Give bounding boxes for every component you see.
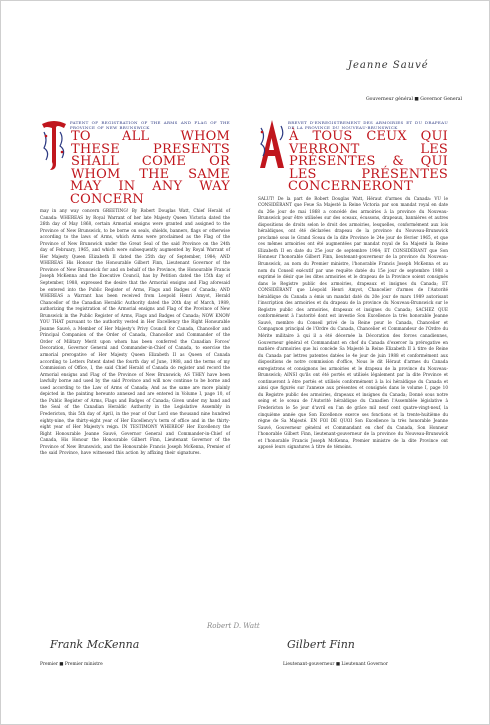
- chief-herald-signature: Robert D. Watt: [207, 622, 260, 630]
- english-dropcap-t: [40, 118, 68, 172]
- premier-title: Premier ■ Premier ministre: [40, 662, 103, 667]
- english-body: may in any way concern GREETING! By Robert Douglas Watt, Chief Herald of Canada: WHEREAS by Royal Warrant of her late Majesty Queen Victoria dated the 26th day of May 1868, certain Armorial ensigns were granted and assigned to the Province of New Brunswick, to be borne on seals, shields, banners, flags or otherwise according to the laws of Arms, which Arms were proclaimed as the Flag of the Province of New Brunswick under the Great Seal of the said Province on the 24th day of February, 1965, and which were subsequently augmented by Royal Warrant of Her Majesty Queen Elizabeth II dated the 25th day of September, 1984; AND WHEREAS His Honour the Honourable Gilbert Finn, Lieutenant Governor of the Province of New Brunswick for and on behalf of the Province, the Honourable Francis Joseph McKenna and the Executive Council, has by Petition dated the 15th day of September, 1988, expressed the desire that the Armorial ensigns and Flag aforesaid be entered into the Public Register of Arms, Flags and Badges of Canada; AND WHEREAS a Warrant has been received from Leopold Henri Amyot, Herald Chancellor of the Canadian Heraldic Authority dated the 20th day of March, 1989, authorizing the registration of the Armorial ensigns and Flag of the Province of New Brunswick in the Public Register of Arms, Flags and Badges of Canada; NOW KNOW YOU THAT pursuant to the authority vested in Her Excellency the Right Honourable Jeanne Sauvé, a Member of Her Majesty's Privy Council for Canada, Chancellor and Principal Companion of the Order of Canada, Chancellor and Commander of the Order of Military Merit upon whom has been conferred the Canadian Forces' Decoration, Governor General and Commander-in-Chief of Canada, to exercise the armorial prerogative of Her Majesty Queen Elizabeth II as Queen of Canada according to Letters Patent dated the fourth day of June, 1988, and the terms of my Commission of Office, I, the said Chief Herald of Canada do register and record the Armorial ensigns and Flag of the Province of New Brunswick; AS THEY have been lawfully borne and used by the said Province and will now continue to be borne and used according to the Law of Arms of Canada; And as the same are more plainly depicted in the painting hereunto annexed and are entered in Volume I, page 10, of the Public Register of Arms, Flags and Badges of Canada; Given under my hand and the Seal of the Canadian Heraldic Authority in the Legislative Assembly in Fredericton, this 5th day of April, in the year of Our Lord one thousand nine hundred eighty-nine, the thirty-eight year of Her Excellency's term of office and in the thirty-eight year of Her Majesty's reign. IN TESTIMONY WHEREOF Her Excellency the Right Honourable Jeanne Sauvé, Governor General and Commander-in-Chief of Canada, His Honour the Honourable Gilbert Finn, Lieutenant Governor of the Province of New Brunswick, and the Honourable Francis Joseph McKenna, Premier of the said Province, have witnessed this action by affixing their signatures.: [40, 208, 230, 456]
- french-headline: À TOUS CEUX QUI VERRONT LES PRÉSENTES & QUI LES PRÉSENTES CONCERNERONT: [288, 129, 448, 194]
- french-body: SALUT! De la part de Robert Douglas Watt, Héraut d'armes du Canada: VU le CONSIDÉRANT que Feue Sa Majesté la Reine Victoria par son mandat royal en date du 26e jour de mai 1868 a concédé des armoiries à la province du Nouveau-Brunswick pour être utilisées sur des sceaux, écussons, drapeaux, bannières et autres dispositions de droits selon le droit des armoiries, lesquelles, conformément aux lois héraldiques, ont été déclarées drapeau de la province du Nouveau-Brunswick proclamé sous le Grand Sceau de la dite Province le 24e jour de février 1965, et que ces mêmes armoiries ont été augmentées par mandat royal de Sa Majesté la Reine Elizabeth II en date du 25e jour de septembre 1984; ET CONSIDÉRANT que Son Honneur l'honorable Gilbert Finn, lieutenant-gouverneur de la province du Nouveau-Brunswick, au nom du Premier ministre, l'honorable Francis Joseph McKenna et au nom du Conseil exécutif par une requête datée du 15e jour de septembre 1988 a exprimé le désir que les dites armoiries et le drapeau de la Province soient consignés dans le Registre public des armoiries, drapeaux et insignes du Canada; ET CONSIDÉRANT que Léopold Henri Amyot, Chancelier d'armes de l'Autorité héraldique du Canada a émis un mandat daté du 20e jour de mars 1989 autorisant l'inscription des armoiries et du drapeau de la province du Nouveau-Brunswick sur le Registre public des armoiries, drapeaux et insignes du Canada; SACHEZ QUE conformément à l'autorité dont est investie Son Excellence la très honorable Jeanne Sauvé, membre du Conseil privé de la Reine pour le Canada, Chancelier et Compagnon principal de l'Ordre du Canada, Chancelier et Commandeur de l'Ordre du Mérite militaire à qui il a été décernée la Décoration des forces canadiennes, Gouverneur général et Commandant en chef du Canada d'exercer la prérogative en matière d'armoiries que lui concède Sa Majesté la Reine Elizabeth II à titre de Reine du Canada par lettres patentes datées le 4e jour de juin 1988 et conformément aux dispositions de notre commission d'office, Nous le dit Héraut d'armes du Canada enregistrons et consignons les armoiries et le drapeau de la province du Nouveau-Brunswick; AINSI qu'ils ont été portés et utilisés légalement par la dite Province et continueront à être portés et utilisés conformément à la loi héraldique du Canada et ainsi que figurés sur l'annexe aux présentes et consignés dans le volume I, page 10 du Registre public des armoiries, drapeaux et insignes du Canada; Donné sous notre seing et le sceau de l'Autorité héraldique du Canadien l'Assemblée législative à Fredericton le 5e jour d'avril en l'an de grâce mil neuf cent quatre-vingt-neuf, la cinquième année que Son Excellence exerce ses fonctions et la trente-huitième du règne de Sa Majesté. EN FOI DE QUOI Son Excellence la très honorable Jeanne Sauvé, Gouverneur général et Commandant en chef du Canada, Son Honneur l'honorable Gilbert Finn, lieutenant-gouverneur de la province du Nouveau-Brunswick et l'honorable Francis Joseph McKenna, Premier ministre de la dite Province ont apposé leurs signatures à titre de témoins.: [258, 195, 448, 450]
- french-heading: BREVET D'ENREGISTREMENT DES ARMOIRIES ET DU DRAPEAU DE LA PROVINCE DU NOUVEAU-BRUNSWICK: [288, 120, 448, 130]
- lieutenant-governor-title: Lieutenant-gouverneur ■ Lieutenant Governor: [283, 662, 388, 667]
- english-column: [40, 120, 230, 457]
- french-column: [258, 120, 448, 451]
- english-heading: PATENT OF REGISTRATION OF THE ARMS AND FLAG OF THE PROVINCE OF NEW BRUNSWICK: [70, 120, 230, 130]
- english-headline: TO ALL WHOM THESE PRESENTS SHALL COME OR WHOM THE SAME MAY IN ANY WAY CONCERN: [70, 129, 230, 207]
- governor-general-title: Gouverneur général ■ Governor General: [366, 97, 462, 102]
- lieutenant-governor-signature: Gilbert Finn: [287, 638, 355, 651]
- french-dropcap-a: [258, 118, 286, 172]
- governor-general-signature: Jeanne Sauvé: [348, 60, 429, 71]
- premier-signature: Frank McKenna: [50, 638, 140, 651]
